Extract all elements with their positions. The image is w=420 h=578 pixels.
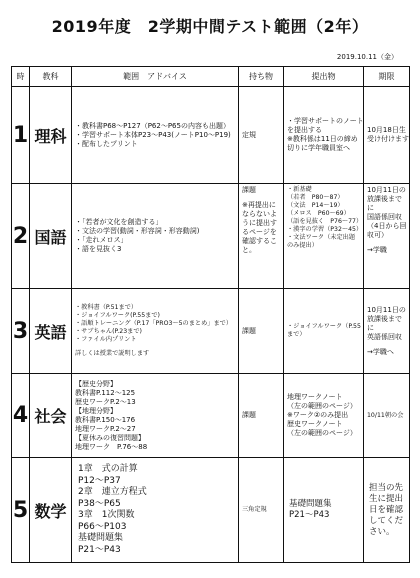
submission-line: （文法 P14～19） [287,202,344,209]
submission-line: ・文法ワーク（未定出題のみ提出） [287,234,356,249]
subject-name: 英語 [30,289,72,374]
submissions-cell [284,458,364,563]
period-number: 1 [12,87,30,184]
test-scope-table [11,66,410,563]
scope-line: ・教科書P68～P127（P62～P65の内容も出題） [75,121,230,130]
scope-line: 2章 連立方程式 [78,487,147,497]
submissions-cell [284,289,364,374]
deadline-line: 放課後まで [367,314,402,323]
submission-line: 切りに学年職員室へ [287,144,350,152]
scope-line: 地理ワークP.2～27 [75,424,136,433]
deadline-cell [364,184,410,289]
scope-line: 教科書P.112～125 [75,388,136,397]
scope-line: P12～P37 [78,475,121,486]
scope-line: ・学習サポート本体P23～P43(ノートP10～P19) [75,130,231,139]
deadline-line: 10月18日生 [367,126,406,134]
subject-name: 理科 [30,87,72,184]
scope-cell [72,374,239,458]
scope-line: ・ジョイフルワーク(P.55まで) [75,312,160,319]
deadline-line: →学職へ [367,347,394,356]
deadline-line: に [367,204,374,212]
column-header-scope: 範囲 アドバイス [72,67,239,87]
scope-line: ・「若者が文化を創造する」 [75,218,163,226]
subject-name: 数学 [30,458,72,563]
items-line: 課題 [242,326,256,335]
scope-cell [72,184,239,289]
subject-name: 社会 [30,374,72,458]
deadline-cell [364,458,410,563]
scope-line: P66～P103 [78,521,127,532]
deadline-cell [364,87,410,184]
column-header-period: 時 [12,67,30,87]
scope-line: P21～P43 [78,544,121,555]
submission-line: 地理ワークノート [287,393,343,401]
scope-line: ・文法の学習(動詞・形容詞・形容動詞) [75,227,200,235]
deadline-line: 受け付けます [367,135,409,143]
submission-line: ※教科係は11日の締め [287,135,358,143]
submissions-cell [284,374,364,458]
items-cell [239,289,284,374]
column-header-submissions: 提出物 [284,67,364,87]
scope-line: 歴史ワークP.2～13 [75,397,136,406]
submissions-cell [284,184,364,289]
deadline-line: に [367,323,374,332]
submission-line: （若者 P80～87） [287,194,344,201]
scope-line: ・サブちゃん(P.23まで) [75,328,142,335]
subject-name: 国語 [30,184,72,289]
period-number: 4 [12,374,30,458]
deadline-line: 国語係回収 [367,213,402,221]
scope-line: 【夏休みの復習問題】 [75,433,145,442]
scope-line: 基礎問題集 [78,533,124,543]
scope-cell [72,87,239,184]
scope-line: ・語を見抜く3 [75,245,122,253]
scope-line: P38～P65 [78,498,121,509]
submissions-cell [284,87,364,184]
submission-line: 歴史ワークノート [287,420,343,428]
submission-line: （語を見抜く P76～77） [287,218,363,225]
scope-line: ・ファイル内プリント [75,336,137,343]
scope-line: ・配布したプリント [75,139,138,148]
header-row [12,67,410,87]
scope-cell [72,289,239,374]
submission-line: P21～P43 [289,510,330,520]
table-row [12,184,410,289]
deadline-line: （4日から回 [367,222,407,230]
submission-line: ・新基礎 [287,186,312,193]
table-row [12,87,410,184]
items-cell [239,184,284,289]
table-row [12,289,410,374]
deadline-cell [364,289,410,374]
deadline-line: →学職 [367,246,387,254]
table-row [12,458,410,563]
submission-line: （左の範囲のページ） [287,402,357,410]
scope-line: ・「走れメロス」 [75,236,128,244]
period-number: 3 [12,289,30,374]
items-cell [239,87,284,184]
scope-line: ・教科書（P.51まで） [75,304,138,311]
page-title: 2019年度 2学期中間テスト範囲（2年） [51,17,369,36]
scope-line: 【歴史分野】 [75,379,117,388]
period-number: 2 [12,184,30,289]
deadline-cell [364,374,410,458]
column-header-subject: 教科 [30,67,72,87]
items-note: ※再提出にならないように提出するページを確認すること。 [242,201,277,254]
items-line: 三角定規 [242,506,267,513]
deadline-line: 10/11朝の会 [367,411,404,419]
deadline-line: 担当の先生に提出日を確認してください。 [369,482,404,537]
scope-line: 3章 1次関数 [78,510,135,520]
items-line: 課題 [242,411,256,419]
submission-line: ・ジョイフルワーク（P.55まで） [287,323,361,338]
items-line: 定規 [242,130,256,139]
submission-line: ※ワーク②のみ提出 [287,411,349,419]
items-cell [239,458,284,563]
table-row [12,374,410,458]
scope-line: 【地理分野】 [75,406,117,415]
deadline-line: 10月11日の [367,186,406,194]
deadline-line: 収可） [367,231,388,239]
items-line: 課題 [242,186,256,194]
submission-line: を提出する [287,126,322,134]
submission-line: （左の範囲のページ） [287,429,357,437]
scope-line: 教科書P.150～176 [75,415,136,424]
deadline-line: 英語係回収 [367,332,402,341]
deadline-line: 放課後まで [367,195,402,203]
submission-line: 基礎問題集 [289,499,332,509]
column-header-items: 持ち物 [239,67,284,87]
scope-cell [72,458,239,563]
period-number: 5 [12,458,30,563]
scope-line: 1章 式の計算 [78,464,138,474]
submission-line: （メロス P60～69） [287,210,350,217]
document-date: 2019.10.11（金） [336,53,398,61]
deadline-line: 10月11日の [367,305,406,314]
submission-line: ・学習サポートのノート [287,117,364,125]
scope-line: 詳しくは授業で説明します [75,350,150,357]
submission-line: ・漢字の学習（P32～45） [287,226,363,233]
items-cell [239,374,284,458]
scope-line: ・語順トレーニング（P.17「PRO3～5のまとめ」まで） [75,320,233,327]
column-header-deadline: 期限 [364,67,410,87]
scope-line: 地理ワーク P.76～88 [75,442,148,451]
